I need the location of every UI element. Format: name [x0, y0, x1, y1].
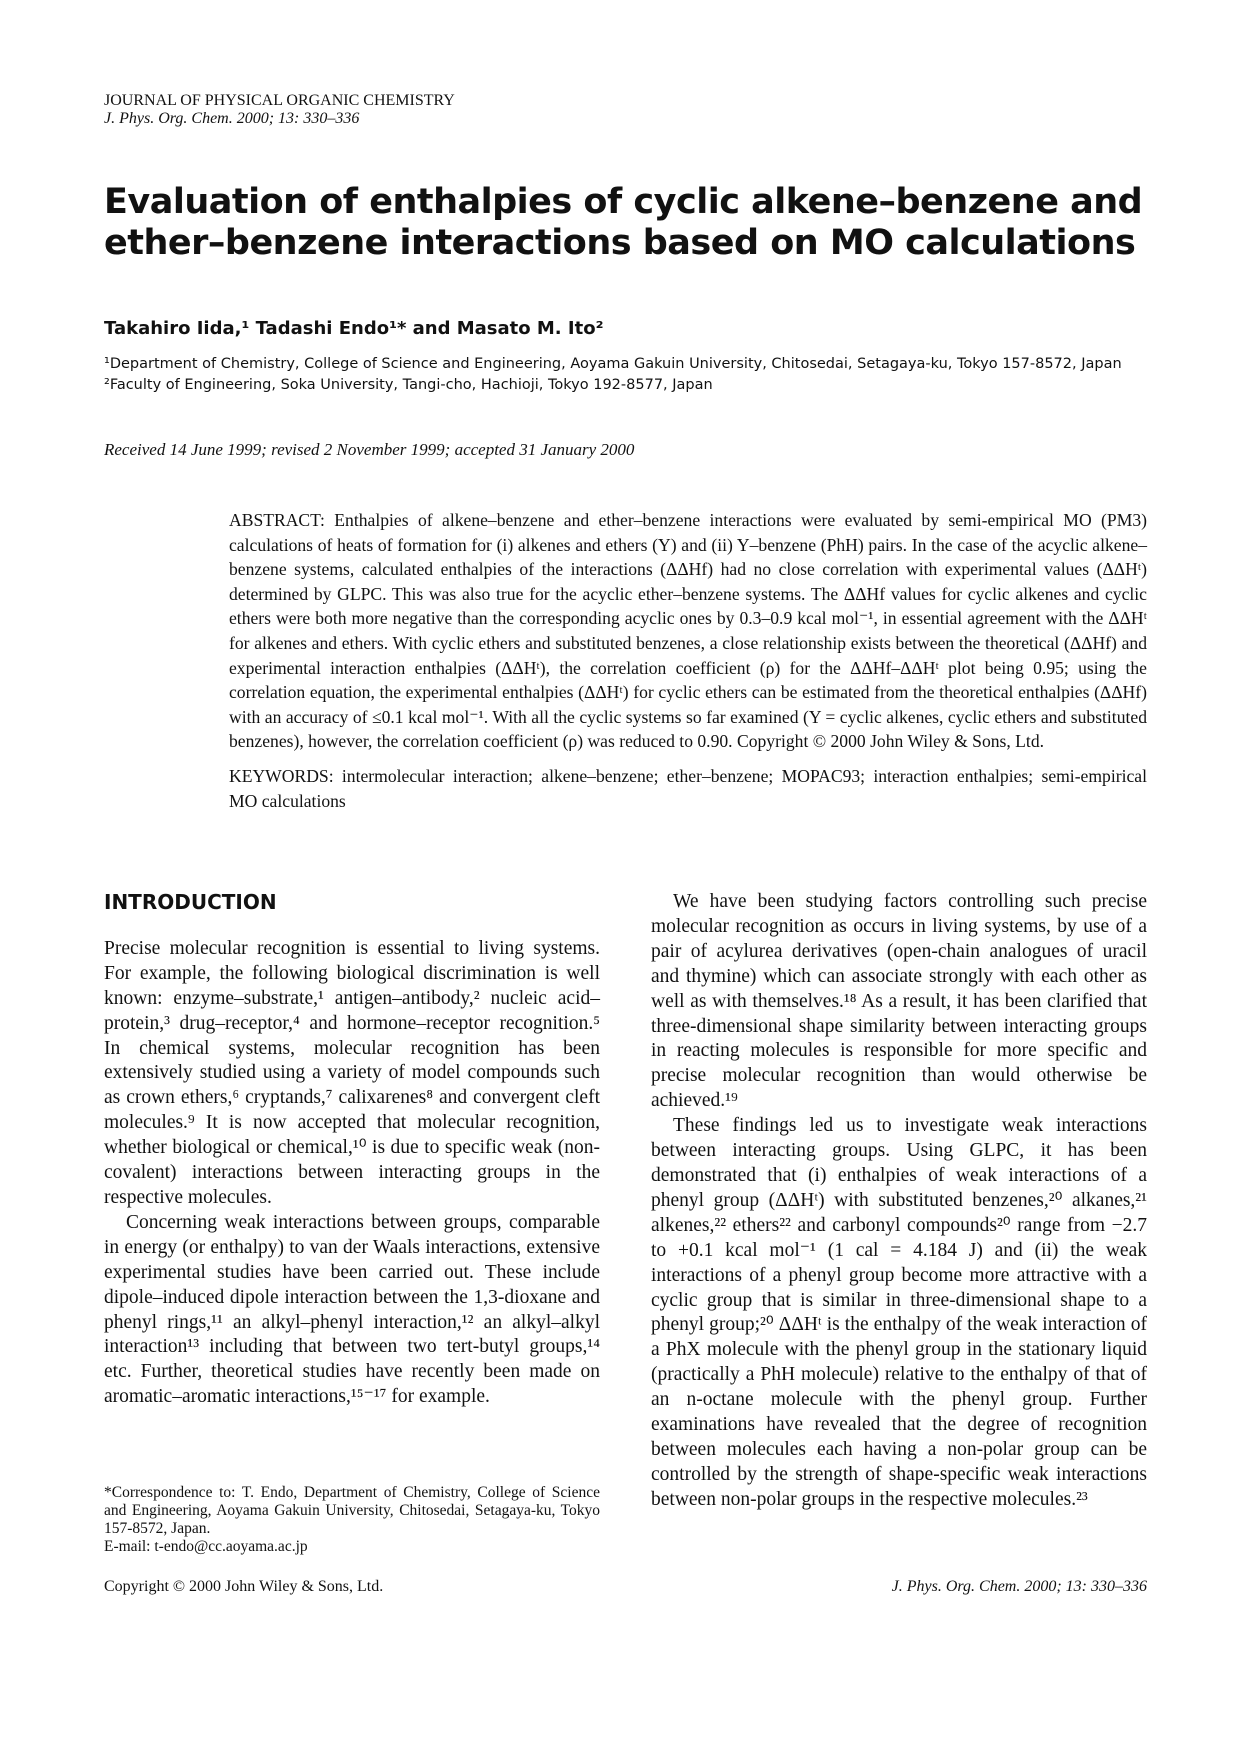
- paragraph: Precise molecular recognition is essential to living systems. For example, the following biological discrimination is well known: enzyme–substrate,¹ antigen–antibody,² nucleic acid–protein,³ drug–receptor,⁴ and hormone–receptor recognition.⁵ In chemical systems, molecular recognition has been extensively studied using a variety of model compounds such as crown ethers,⁶ cryptands,⁷ calixarenes⁸ and convergent cleft molecules.⁹ It is now accepted that molecular recognition, whether biological or chemical,¹⁰ is due to specific weak (non-covalent) interactions between interacting groups in the respective molecules.: [104, 937, 600, 1208]
- footer-citation: J. Phys. Org. Chem. 2000; 13: 330–336: [891, 1578, 1147, 1595]
- abstract-text: ABSTRACT: Enthalpies of alkene–benzene and ether–benzene interactions were evaluated by semi-empirical MO (PM3) calculations of heats of formation for (i) alkenes and ethers (Y) and (ii) Y–benzene (PhH) pairs. In the case of the acyclic alkene–benzene systems, calculated enthalpies of the interactions (ΔΔHf) had no close correlation with experimental values (ΔΔHᵗ) determined by GLPC. This was also true for the acyclic ether–benzene systems. The ΔΔHf values for cyclic alkenes and cyclic ethers were both more negative than the corresponding acyclic ones by 0.3–0.9 kcal mol⁻¹, in essential agreement with the ΔΔHᵗ for alkenes and ethers. With cyclic ethers and substituted benzenes, a close relationship exists between the theoretical (ΔΔHf) and experimental interaction enthalpies (ΔΔHᵗ), the correlation coefficient (ρ) for the ΔΔHf–ΔΔHᵗ plot being 0.95; using the correlation equation, the experimental enthalpies (ΔΔHᵗ) for cyclic ethers can be estimated from the theoretical enthalpies (ΔΔHf) with an accuracy of ≤0.1 kcal mol⁻¹. With all the cyclic systems so far examined (Y = cyclic alkenes, cyclic ethers and substituted benzenes), however, the correlation coefficient (ρ) was reduced to 0.90. Copyright © 2000 John Wiley & Sons, Ltd.: [229, 510, 1147, 752]
- journal-name: JOURNAL OF PHYSICAL ORGANIC CHEMISTRY: [104, 92, 455, 109]
- paper-title: Evaluation of enthalpies of cyclic alkene–benzene and ether–benzene interactions based on MO calculations: [104, 182, 1143, 263]
- paragraph: Concerning weak interactions between groups, comparable in energy (or enthalpy) to van der Waals interactions, extensive experimental studies have been carried out. These include dipole–induced dipole interaction between the 1,3-dioxane and phenyl rings,¹¹ an alkyl–phenyl interaction,¹² an alkyl–alkyl interaction¹³ including that between two tert-butyl groups,¹⁴ etc. Further, theoretical studies have recently been made on aromatic–aromatic interactions,¹⁵⁻¹⁷ for example.: [104, 1211, 600, 1408]
- keywords: KEYWORDS: intermolecular interaction; alkene–benzene; ether–benzene; MOPAC93; interaction enthalpies; semi-empirical MO calculations: [229, 765, 1147, 811]
- left-column: [104, 890, 600, 1410]
- journal-citation: J. Phys. Org. Chem. 2000; 13: 330–336: [104, 110, 360, 127]
- affiliation-2: ²Faculty of Engineering, Soka University, Tangi-cho, Hachioji, Tokyo 192-8577, Japan: [104, 377, 713, 393]
- journal-header: [104, 92, 455, 128]
- paragraph: These findings led us to investigate weak interactions between interacting groups. Using GLPC, it has been demonstrated that (i) enthalpies of weak interactions of a phenyl group (ΔΔHᵗ) with substituted benzenes,²⁰ alkanes,²¹ alkenes,²² ethers²² and carbonyl compounds²⁰ range from −2.7 to +0.1 kcal mol⁻¹ (1 cal = 4.184 J) and (ii) the weak interactions of a phenyl group become more attractive with a cyclic group that is similar in three-dimensional shape to a phenyl group;²⁰ ΔΔHᵗ is the enthalpy of the weak interaction of a PhX molecule with the phenyl group in the stationary liquid (practically a PhH molecule) relative to the enthalpy of that of an n-octane molecule with the phenyl group. Further examinations have revealed that the degree of recognition between molecules each having a non-polar group can be controlled by the strength of shape-specific weak interactions between non-polar groups in the respective molecules.²³: [651, 1115, 1147, 1510]
- email: E-mail: t-endo@cc.aoyama.ac.jp: [104, 1538, 308, 1555]
- footer-copyright: Copyright © 2000 John Wiley & Sons, Ltd.: [104, 1578, 384, 1595]
- received-dates: Received 14 June 1999; revised 2 November 1999; accepted 31 January 2000: [104, 440, 635, 459]
- affiliations: [104, 354, 1154, 396]
- affiliation-1: ¹Department of Chemistry, College of Science and Engineering, Aoyama Gakuin University, Chitosedai, Setagaya-ku, Tokyo 157-8572, Japan: [104, 356, 1122, 372]
- authors: Takahiro Iida,¹ Tadashi Endo¹* and Masato M. Ito²: [104, 318, 604, 339]
- section-heading-introduction: INTRODUCTION: [104, 890, 277, 914]
- paragraph: We have been studying factors controlling such precise molecular recognition as occurs in living systems, by use of a pair of acylurea derivatives (open-chain analogues of uracil and thymine) which can associate strongly with each other as well as with themselves.¹⁸ As a result, it has been clarified that three-dimensional shape similarity between interacting groups in reacting molecules is responsible for more specific and precise molecular recognition than would otherwise be achieved.¹⁹: [651, 891, 1147, 1112]
- abstract: [229, 508, 1147, 823]
- correspondence: *Correspondence to: T. Endo, Department of Chemistry, College of Science and Engineering, Aoyama Gakuin University, Chitosedai, Setagaya-ku, Tokyo 157-8572, Japan.: [104, 1484, 600, 1537]
- right-column: [651, 890, 1147, 1513]
- correspondence-footnote: [104, 1484, 600, 1556]
